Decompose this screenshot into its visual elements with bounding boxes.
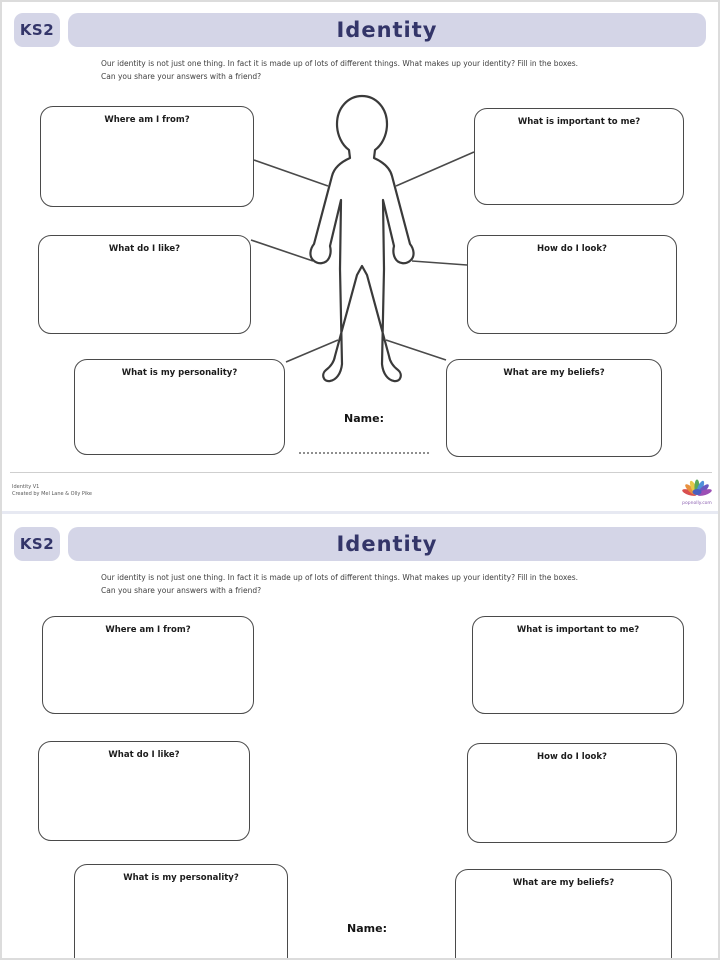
answer-box-what-are-my-beliefs: [446, 359, 662, 457]
answer-box-what-is-important-to-me: [474, 108, 684, 205]
intro-line-2: Can you share your answers with a friend?: [101, 585, 262, 595]
box-label: What is my personality?: [121, 368, 238, 378]
name-fill-line: [299, 448, 429, 454]
logo-url-text: popnolly.com: [682, 501, 712, 506]
answer-box-where-am-i-from: [42, 616, 254, 714]
answer-box-what-is-my-personality: [74, 864, 288, 960]
page-title: Identity: [336, 532, 438, 556]
ks2-badge: KS2: [14, 13, 60, 47]
person-outline-figure: [292, 94, 432, 394]
answer-box-how-do-i-look: [467, 743, 677, 843]
footer-line-1: Identity V1: [12, 484, 40, 490]
box-label: What do I like?: [108, 244, 181, 254]
answer-box-where-am-i-from: [40, 106, 254, 207]
name-label: Name:: [347, 922, 387, 935]
box-label: What are my beliefs?: [512, 878, 615, 888]
ks2-badge: KS2: [14, 527, 60, 561]
box-label: What is important to me?: [516, 625, 640, 635]
box-label: What do I like?: [108, 750, 180, 760]
answer-box-what-is-my-personality: [74, 359, 285, 455]
box-label: Where am I from?: [105, 625, 191, 635]
footer-line-2: Created by Mel Lane & Olly Pike: [12, 491, 92, 497]
intro-line-1: Our identity is not just one thing. In fact it is made up of lots of different things. What makes up your identity? Fill in the boxes.: [101, 573, 578, 582]
title-bar: [68, 527, 706, 561]
worksheet-page-2: [2, 516, 718, 960]
answer-box-what-do-i-like: [38, 235, 251, 334]
name-label: Name:: [344, 412, 384, 425]
box-label: How do I look?: [537, 244, 607, 254]
answer-box-how-do-i-look: [467, 235, 677, 334]
box-label: What are my beliefs?: [503, 368, 605, 378]
answer-box-what-is-important-to-me: [472, 616, 684, 714]
box-label: Where am I from?: [104, 115, 190, 125]
answer-box-what-do-i-like: [38, 741, 250, 841]
worksheet-page-1: [2, 2, 718, 514]
page-title: Identity: [336, 18, 438, 42]
box-label: How do I look?: [537, 752, 607, 762]
box-label: What is my personality?: [123, 873, 239, 883]
intro-line-2: Can you share your answers with a friend?: [101, 71, 262, 81]
intro-text: [101, 572, 641, 597]
answer-box-what-are-my-beliefs: [455, 869, 672, 960]
intro-line-1: Our identity is not just one thing. In fact it is made up of lots of different things. What makes up your identity? Fill in the boxes.: [101, 59, 578, 68]
box-label: What is important to me?: [517, 117, 641, 127]
